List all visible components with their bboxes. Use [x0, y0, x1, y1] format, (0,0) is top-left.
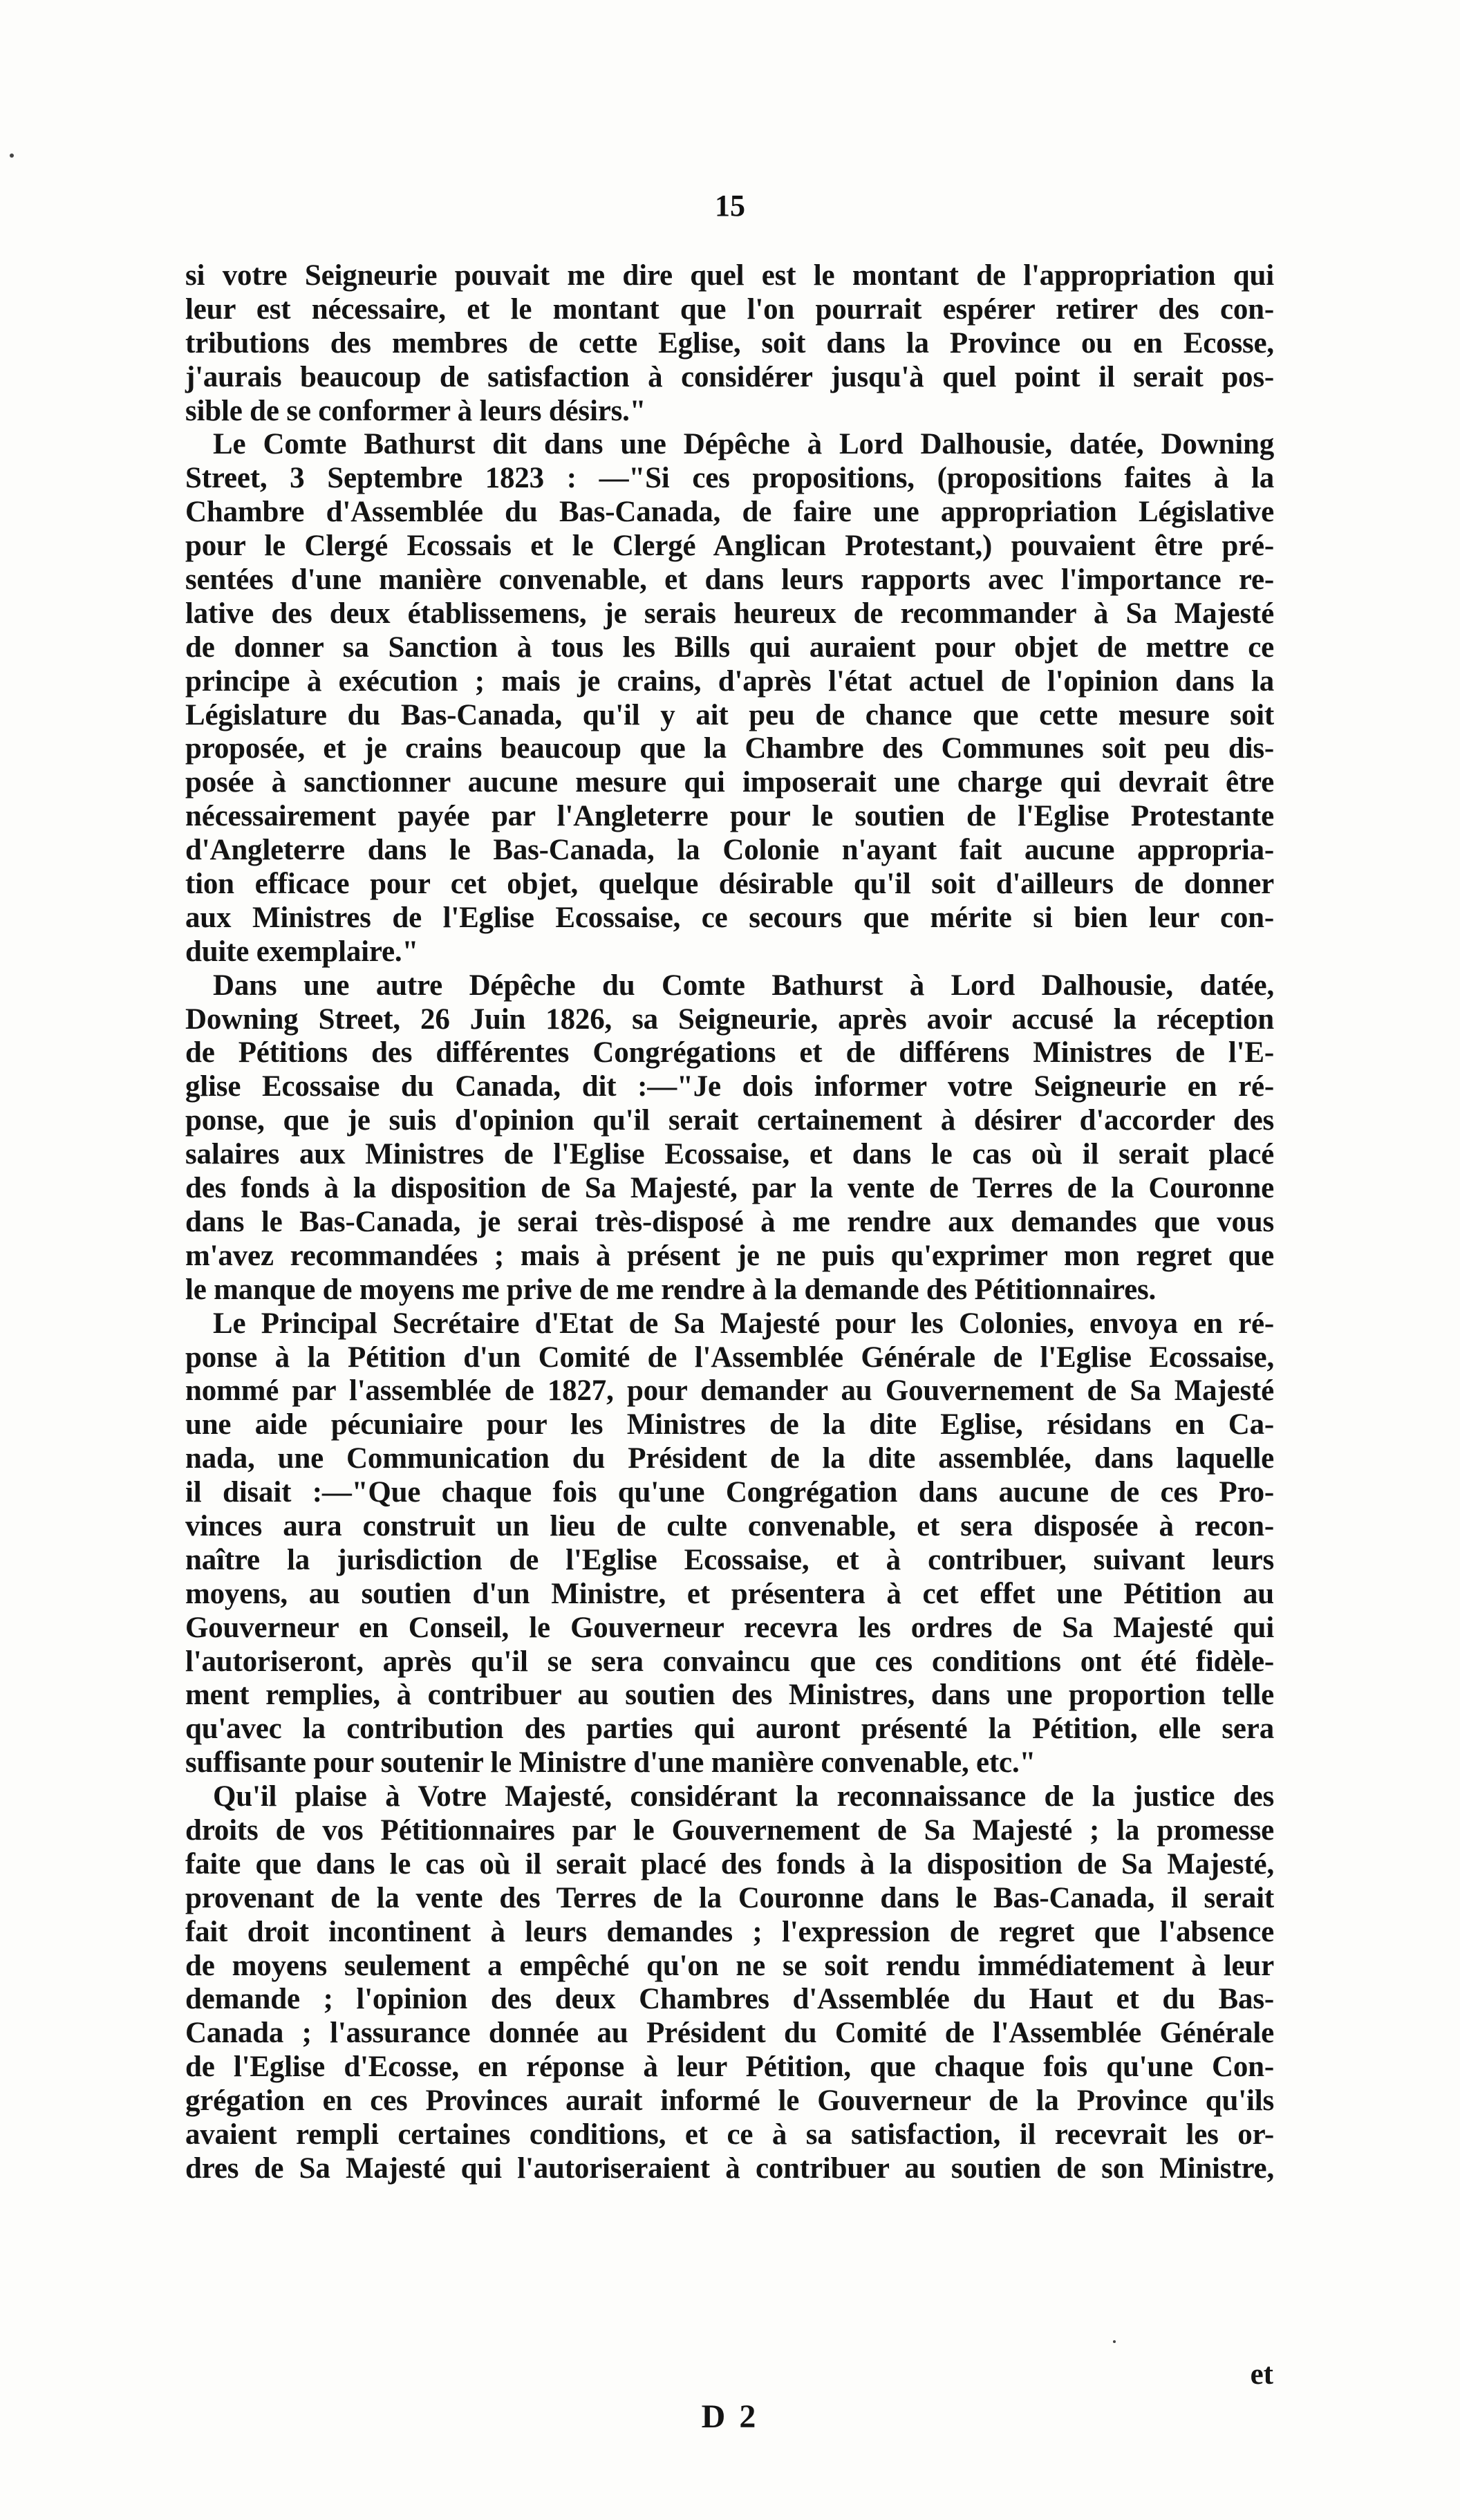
- text-line: dres de Sa Majesté qui l'autoriseraient à contribuer au soutien de son Ministre,: [185, 2152, 1274, 2185]
- text-line: le manque de moyens me prive de me rendre à la demande des Pétitionnaires.: [185, 1273, 1157, 1306]
- text-line: Downing Street, 26 Juin 1826, sa Seigneurie, après avoir accusé la réception: [185, 1002, 1274, 1036]
- text-line: dans le Bas-Canada, je serai très-disposé à me rendre aux demandes que vous: [185, 1205, 1274, 1238]
- text-line: qu'avec la contribution des parties qui auront présenté la Pétition, elle sera: [185, 1712, 1274, 1746]
- text-line: de donner sa Sanction à tous les Bills qui auraient pour objet de mettre ce: [185, 631, 1274, 664]
- paragraph-start-line: Dans une autre Dépêche du Comte Bathurst à Lord Dalhousie, datée,: [213, 969, 1274, 1002]
- text-line: il disait :—"Que chaque fois qu'une Congrégation dans aucune de ces Pro-: [185, 1476, 1274, 1509]
- text-line: vinces aura construit un lieu de culte convenable, et sera disposée à recon-: [185, 1509, 1274, 1542]
- text-line: ponse à la Pétition d'un Comité de l'Assemblée Générale de l'Eglise Ecossaise,: [185, 1341, 1274, 1374]
- text-line: naître la jurisdiction de l'Eglise Ecossaise, et à contribuer, suivant leurs: [185, 1543, 1274, 1576]
- text-line: tributions des membres de cette Eglise, soit dans la Province ou en Ecosse,: [185, 326, 1274, 360]
- text-line: une aide pécuniaire pour les Ministres de la dite Eglise, résidans en Ca-: [185, 1408, 1274, 1441]
- text-line: avaient rempli certaines conditions, et ce à sa satisfaction, il recevrait les or-: [185, 2118, 1274, 2151]
- text-line: m'avez recommandées ; mais à présent je ne puis qu'exprimer mon regret que: [185, 1239, 1274, 1272]
- text-line: pour le Clergé Ecossais et le Clergé Anglican Protestant,) pouvaient être pré-: [185, 530, 1274, 563]
- text-line: l'autoriseront, après qu'il se sera convaincu que ces conditions ont été fidèle-: [185, 1645, 1274, 1678]
- text-line: aux Ministres de l'Eglise Ecossaise, ce secours que mérite si bien leur con-: [185, 901, 1274, 934]
- page-number: 15: [715, 189, 745, 223]
- text-line: sentées d'une manière convenable, et dans leurs rapports avec l'importance re-: [185, 563, 1274, 597]
- print-speck: [10, 153, 14, 158]
- text-line: fait droit incontinent à leurs demandes ; l'expression de regret que l'absence: [185, 1915, 1274, 1948]
- text-line: Législature du Bas-Canada, qu'il y ait peu de chance que cette mesure soit: [185, 698, 1274, 731]
- text-line: grégation en ces Provinces aurait informé le Gouverneur de la Province qu'ils: [185, 2084, 1274, 2118]
- text-line: j'aurais beaucoup de satisfaction à considérer jusqu'à quel point il serait pos-: [185, 360, 1274, 393]
- text-line: si votre Seigneurie pouvait me dire quel est le montant de l'appropriation qui: [185, 259, 1274, 292]
- body-text: [185, 259, 1274, 2186]
- text-line: nada, une Communication du Président de la dite assemblée, dans laquelle: [185, 1442, 1274, 1475]
- text-line: leur est nécessaire, et le montant que l'on pourrait espérer retirer des con-: [185, 292, 1274, 326]
- print-speck: [1113, 2340, 1116, 2343]
- text-line: d'Angleterre dans le Bas-Canada, la Colonie n'ayant fait aucune appropria-: [185, 834, 1274, 867]
- text-line: des fonds à la disposition de Sa Majesté, par la vente de Terres de la Couronne: [185, 1172, 1274, 1205]
- text-line: nommé par l'assemblée de 1827, pour demander au Gouvernement de Sa Majesté: [185, 1374, 1274, 1408]
- paragraph-start-line: Le Comte Bathurst dit dans une Dépêche à Lord Dalhousie, datée, Downing: [213, 428, 1274, 461]
- signature-mark: D 2: [701, 2398, 759, 2435]
- text-line: suffisante pour soutenir le Ministre d'une manière convenable, etc.": [185, 1746, 1036, 1780]
- text-line: Street, 3 Septembre 1823 : —"Si ces propositions, (propositions faites à la: [185, 462, 1274, 495]
- text-line: demande ; l'opinion des deux Chambres d'Assemblée du Haut et du Bas-: [185, 1983, 1274, 2016]
- text-line: principe à exécution ; mais je crains, d'après l'état actuel de l'opinion dans la: [185, 664, 1274, 698]
- text-line: moyens, au soutien d'un Ministre, et présentera à cet effet une Pétition au: [185, 1577, 1274, 1610]
- text-line: ponse, que je suis d'opinion qu'il serait certainement à désirer d'accorder des: [185, 1104, 1274, 1137]
- catchword: et: [1250, 2358, 1273, 2391]
- text-line: tion efficace pour cet objet, quelque désirable qu'il soit d'ailleurs de donner: [185, 868, 1274, 901]
- text-line: de l'Eglise d'Ecosse, en réponse à leur Pétition, que chaque fois qu'une Con-: [185, 2051, 1274, 2084]
- text-line: droits de vos Pétitionnaires par le Gouvernement de Sa Majesté ; la promesse: [185, 1813, 1274, 1847]
- text-line: de Pétitions des différentes Congrégations et de différens Ministres de l'E-: [185, 1036, 1274, 1070]
- text-line: salaires aux Ministres de l'Eglise Ecossaise, et dans le cas où il serait placé: [185, 1138, 1274, 1171]
- paragraph-start-line: Le Principal Secrétaire d'Etat de Sa Majesté pour les Colonies, envoya en ré-: [213, 1307, 1274, 1340]
- paragraph-start-line: Qu'il plaise à Votre Majesté, considérant la reconnaissance de la justice des: [213, 1780, 1274, 1813]
- text-line: faite que dans le cas où il serait placé des fonds à la disposition de Sa Majesté,: [185, 1847, 1274, 1880]
- text-line: proposée, et je crains beaucoup que la Chambre des Communes soit peu dis-: [185, 732, 1274, 765]
- text-line: de moyens seulement a empêché qu'on ne se soit rendu immédiatement à leur: [185, 1949, 1274, 1982]
- text-line: Gouverneur en Conseil, le Gouverneur recevra les ordres de Sa Majesté qui: [185, 1611, 1274, 1644]
- text-line: sible de se conformer à leurs désirs.": [185, 394, 646, 427]
- text-line: provenant de la vente des Terres de la Couronne dans le Bas-Canada, il serait: [185, 1881, 1274, 1914]
- text-line: duite exemplaire.": [185, 935, 419, 968]
- text-line: lative des deux établissemens, je serais heureux de recommander à Sa Majesté: [185, 597, 1274, 630]
- text-line: posée à sanctionner aucune mesure qui imposerait une charge qui devrait être: [185, 766, 1274, 799]
- text-line: Chambre d'Assemblée du Bas-Canada, de faire une appropriation Législative: [185, 496, 1274, 529]
- text-line: Canada ; l'assurance donnée au Président du Comité de l'Assemblée Générale: [185, 2017, 1274, 2050]
- text-line: nécessairement payée par l'Angleterre pour le soutien de l'Eglise Protestante: [185, 800, 1274, 833]
- text-line: ment remplies, à contribuer au soutien des Ministres, dans une proportion telle: [185, 1679, 1274, 1712]
- text-line: glise Ecossaise du Canada, dit :—"Je dois informer votre Seigneurie en ré-: [185, 1070, 1274, 1103]
